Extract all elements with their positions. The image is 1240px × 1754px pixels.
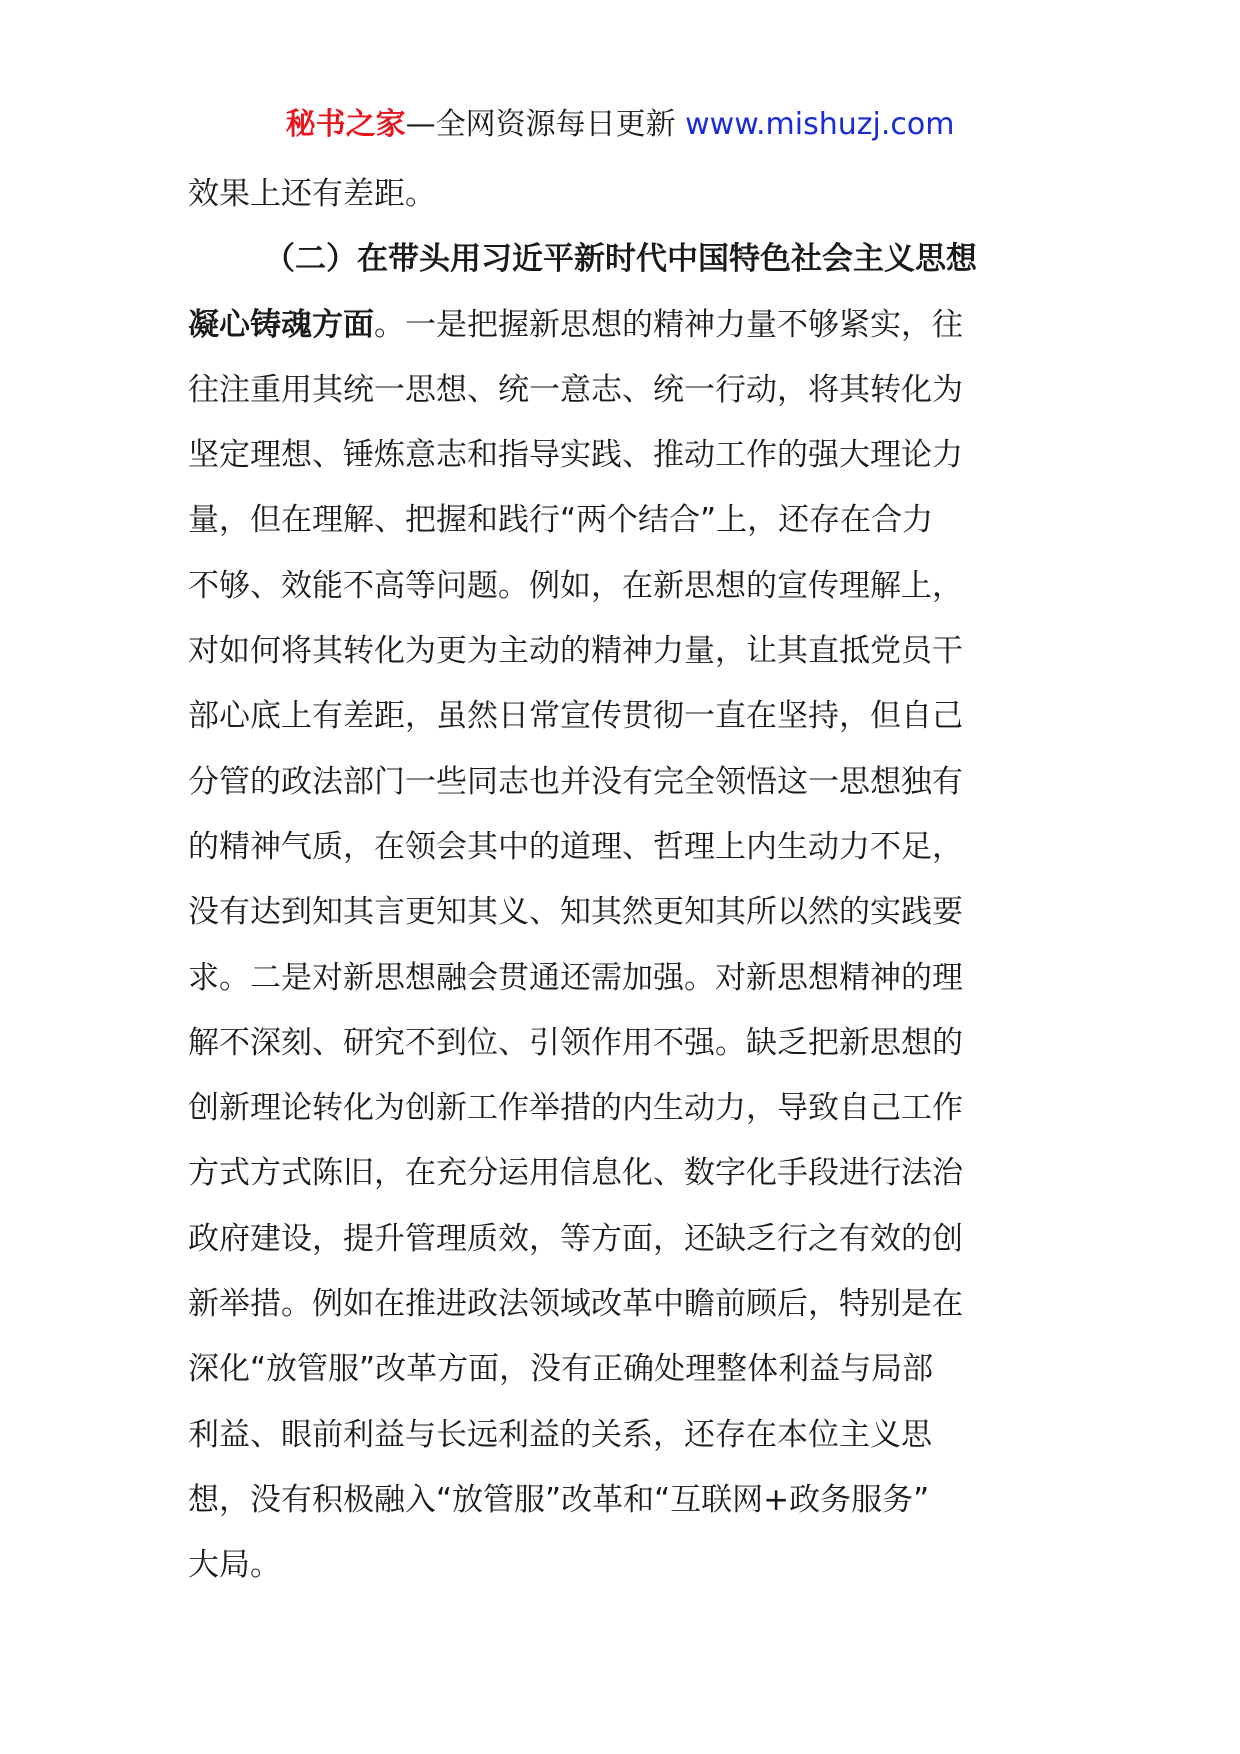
text-line: 不够、效能不高等问题。例如，在新思想的宣传理解上， xyxy=(188,567,963,604)
text-line: 政府建设，提升管理质效，等方面，还缺乏行之有效的创 xyxy=(188,1220,963,1257)
text-line: 求。二是对新思想融会贯通还需加强。对新思想精神的理 xyxy=(188,959,963,996)
text-line: 大局。 xyxy=(188,1547,281,1584)
text-line: 坚定理想、锤炼意志和指导实践、推动工作的强大理论力 xyxy=(188,437,963,474)
text-line: 利益、眼前利益与长远利益的关系，还存在本位主义思 xyxy=(188,1416,932,1453)
text-line: 量，但在理解、把握和践行“两个结合”上，还存在合力 xyxy=(188,502,934,539)
site-url-link[interactable]: www.mishuzj.com xyxy=(685,107,955,142)
section-heading: （二）在带头用习近平新时代中国特色社会主义思想 xyxy=(264,241,977,278)
text-line: 部心底上有差距，虽然日常宣传贯彻一直在坚持，但自己 xyxy=(188,698,963,735)
text-line: 想，没有积极融入“放管服”改革和“互联网+政务服务” xyxy=(188,1481,930,1518)
text-line: 深化“放管服”改革方面，没有正确处理整体利益与局部 xyxy=(188,1351,934,1388)
text-line: 解不深刻、研究不到位、引领作用不强。缺乏把新思想的 xyxy=(188,1024,963,1061)
text-fragment: 。一是把握新思想的精神力量不够紧实，往 xyxy=(374,306,963,343)
paragraph-continuation: 效果上还有差距。 xyxy=(188,176,436,212)
text-line: 新举措。例如在推进政法领域改革中瞻前顾后，特别是在 xyxy=(188,1286,963,1323)
text-line: 对如何将其转化为更为主动的精神力量，让其直抵党员干 xyxy=(188,633,963,670)
text-line: 创新理论转化为创新工作举措的内生动力，导致自己工作 xyxy=(188,1090,963,1127)
text-line: 往注重用其统一思想、统一意志、统一行动，将其转化为 xyxy=(188,371,963,408)
text-line: 分管的政法部门一些同志也并没有完全领悟这一思想独有 xyxy=(188,763,963,800)
section-heading-end: 凝心铸魂方面 xyxy=(188,306,374,343)
document-body xyxy=(188,162,1058,1599)
text-line: 的精神气质，在领会其中的道理、哲理上内生动力不足， xyxy=(188,828,963,865)
text-line: 没有达到知其言更知其义、知其然更知其所以然的实践要 xyxy=(188,894,963,931)
text-line xyxy=(188,293,1058,358)
brand-name: 秘书之家 xyxy=(285,107,406,142)
watermark-header xyxy=(0,100,1240,150)
text-line: 方式方式陈旧，在充分运用信息化、数字化手段进行法治 xyxy=(188,1155,963,1192)
header-tagline: —全网资源每日更新 xyxy=(405,107,676,142)
